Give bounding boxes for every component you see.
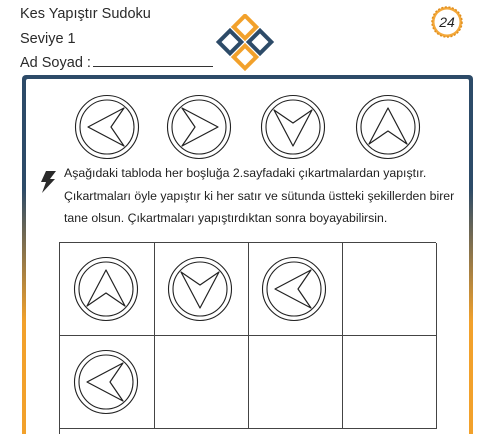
grid-cell [248, 336, 343, 429]
up-arrow-symbol-icon [355, 94, 421, 160]
grid-cell [342, 336, 437, 429]
left-arrow-symbol-icon [74, 94, 140, 160]
grid-cell [154, 336, 249, 429]
grid-cell [60, 243, 155, 336]
name-blank-line [93, 66, 213, 67]
instruction-line-1: Aşağıdaki tabloda her boşluğa 2.sayfadaki çıkartmalardan yapıştır. [64, 166, 427, 180]
page-number: 24 [439, 14, 455, 30]
instruction-line-3: tane olsun. Çıkartmaları yapıştırdıktan sonra boyayabilirsin. [64, 211, 388, 225]
grid-cell [154, 243, 249, 336]
name-label: Ad Soyad : [20, 55, 91, 71]
grid-cell [248, 243, 343, 336]
left-arrow-symbol-icon [261, 256, 327, 322]
grid-cell [342, 243, 437, 336]
up-arrow-symbol-icon [73, 256, 139, 322]
diamond-logo-icon [214, 14, 280, 76]
sudoku-grid [59, 242, 436, 434]
down-arrow-symbol-icon [260, 94, 326, 160]
instruction-line-2: Çıkartmaları öyle yapıştır ki her satır ve sütunda üstteki şekillerden birer [64, 189, 455, 203]
right-arrow-symbol-icon [166, 94, 232, 160]
left-arrow-symbol-icon [73, 349, 139, 415]
down-arrow-symbol-icon [167, 256, 233, 322]
grid-cell [60, 336, 155, 429]
level-label: Seviye 1 [20, 31, 76, 47]
page-number-badge [429, 5, 465, 39]
worksheet-title: Kes Yapıştır Sudoku [20, 6, 151, 22]
lightning-bolt-icon [39, 171, 57, 193]
